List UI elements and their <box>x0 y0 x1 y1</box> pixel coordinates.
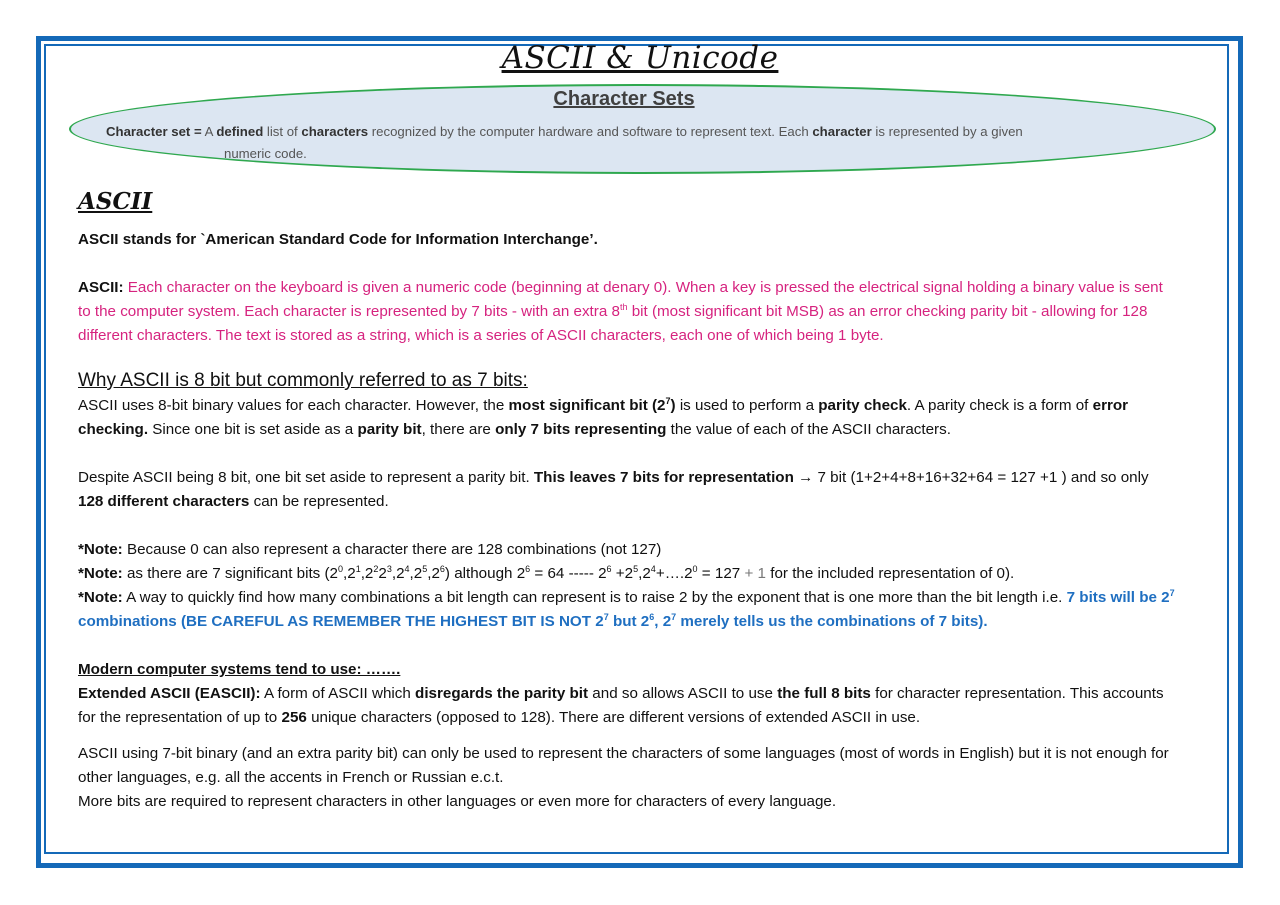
t: most significant bit (2 <box>508 397 666 414</box>
t: Because 0 can also represent a character there are 128 combinations (not 127) <box>126 541 662 558</box>
b: This leaves 7 bits for representation <box>533 469 794 486</box>
b: disregards the parity bit <box>415 685 589 702</box>
note-2: *Note: as there are 7 significant bits $(2^0,2^1,2^22^3,2^4,2^5,2^6)$ although $2^6 = 64$ ----- $2^6$ $+2^5,2^4+\dots.2^0 = 127 + 1$ for the included representation of 0). <box>78 564 1015 582</box>
t: can be represented. <box>253 493 389 510</box>
b: parity check <box>818 397 907 414</box>
note-3 <box>78 586 1178 634</box>
t: . A parity check is a form of <box>906 397 1089 414</box>
t: 7 bits will be 2 <box>1066 589 1170 606</box>
note-3-blue: 7 bits will be $2^7$ combinations (BE CAREFUL AS REMEMBER THE HIGHEST BIT IS NOT $2^7$ but $2^6$, $2^7$ merely tells us the combinations of 7 bits). <box>78 588 1175 630</box>
t: , 2 <box>654 613 672 630</box>
b <box>509 397 676 414</box>
t: ) <box>670 397 676 414</box>
t: A form of ASCII which <box>263 685 411 702</box>
ascii-definition <box>78 276 1178 348</box>
t: Since one bit is set aside as a <box>152 421 354 438</box>
t: the value of each of the ASCII characters. <box>670 421 951 438</box>
t: i.e. <box>1042 589 1063 606</box>
t: = 64 ----- 2 <box>534 565 607 582</box>
ascii-def-text2: bit (most significant bit MSB) as an error checking parity bit - allowing for 128 different characters. The text is stored as a string, which is a series of ASCII characters, each one of which being 1 byte. <box>78 303 1148 344</box>
t: ASCII uses 8-bit binary values for each character. However, the <box>78 397 505 414</box>
t: is used to perform a <box>679 397 815 414</box>
modern-paragraph-2: ASCII using 7-bit binary (and an extra parity bit) can only be used to represent the characters of some languages (most of words in English) but it is not enough for other languages, e.g. all the accents in French or Russian e.c.t. <box>78 745 1169 786</box>
t: = 127 <box>701 565 741 582</box>
sup: 7 <box>665 396 671 406</box>
modern-paragraph-3: More bits are required to represent characters in other languages or even more for characters of every language. <box>78 793 837 810</box>
t: merely tells us the combinations of 7 bits). <box>680 613 988 630</box>
def-bold-character: character <box>812 124 872 139</box>
def-text: list of <box>266 124 298 139</box>
character-sets-heading: Character Sets <box>553 88 695 110</box>
t: → 7 bit (1+2+4+8+16+32+64 = 127 +1 ) <box>798 469 1067 486</box>
t: unique characters (opposed to 128). There are different versions of extended ASCII in use. <box>311 709 921 726</box>
b: Extended ASCII (EASCII): <box>78 685 261 702</box>
why-paragraph-1 <box>78 394 1178 442</box>
t: for the included representation of 0). <box>770 565 1015 582</box>
t: Despite ASCII being 8 bit, one bit set aside to represent a parity bit. <box>78 469 530 486</box>
character-set-label: Character set = <box>106 124 202 139</box>
t: as there are 7 significant bits (2 <box>126 565 338 582</box>
ascii-def-sup: th <box>619 302 628 312</box>
character-set-definition <box>106 121 1186 165</box>
note-label: *Note: <box>78 565 123 582</box>
t: A way to quickly find how many combinations a bit length can represent is to raise 2 by the exponent that is one more than the bit length <box>126 589 1038 606</box>
stands-for-text: ASCII stands for `American Standard Code for Information Interchange’. <box>78 231 598 248</box>
b: error checking. <box>78 397 1129 438</box>
ascii-def-text <box>78 279 1163 344</box>
t: ) although 2 <box>444 565 526 582</box>
t: but 2 <box>612 613 650 630</box>
b: the full 8 bits <box>777 685 871 702</box>
ascii-def-text1: Each character on the keyboard is given a numeric code (beginning at denary 0). When a key is pressed the electrical signal holding a binary value is sent to the computer system. Each character is represented by 7 bits - with an extra 8 <box>78 279 1163 320</box>
def-text: is represented by a given <box>875 124 1023 139</box>
why-heading: Why ASCII is 8 bit but commonly referred to as 7 bits: <box>78 370 528 391</box>
t: Modern computer systems tend to use: ……. <box>78 661 401 678</box>
def-line2: numeric code. <box>224 146 307 161</box>
t: combinations (BE CAREFUL AS REMEMBER THE HIGHEST BIT IS NOT 2 <box>78 613 604 630</box>
modern-heading <box>78 658 1178 682</box>
main-content <box>78 228 1178 814</box>
t: , there are <box>421 421 491 438</box>
b: 256 <box>281 709 307 726</box>
ascii-heading: ASCII <box>78 188 153 215</box>
b: 128 different characters <box>78 493 250 510</box>
t: and so only <box>1070 469 1149 486</box>
note-label: *Note: <box>78 589 123 606</box>
def-bold-defined: defined <box>216 124 264 139</box>
b: only 7 bits representing <box>495 421 667 438</box>
stands-for <box>78 228 1178 252</box>
ascii-def-label: ASCII: <box>78 279 124 296</box>
why-paragraph-2 <box>78 466 1178 514</box>
page-title: ASCII & Unicode <box>501 40 779 76</box>
note-1 <box>78 538 1178 562</box>
t: and so allows ASCII to use <box>592 685 773 702</box>
t: ….2 <box>664 565 693 582</box>
b: parity bit <box>357 421 422 438</box>
def-text: A <box>204 124 213 139</box>
t: for character representation. This accounts for the representation of up to <box>78 685 1164 726</box>
note-label: *Note: <box>78 541 123 558</box>
t: + 1 <box>744 565 767 582</box>
def-bold-characters: characters <box>301 124 369 139</box>
def-text: recognized by the computer hardware and software to represent text. Each <box>371 124 809 139</box>
modern-extended <box>78 682 1178 730</box>
